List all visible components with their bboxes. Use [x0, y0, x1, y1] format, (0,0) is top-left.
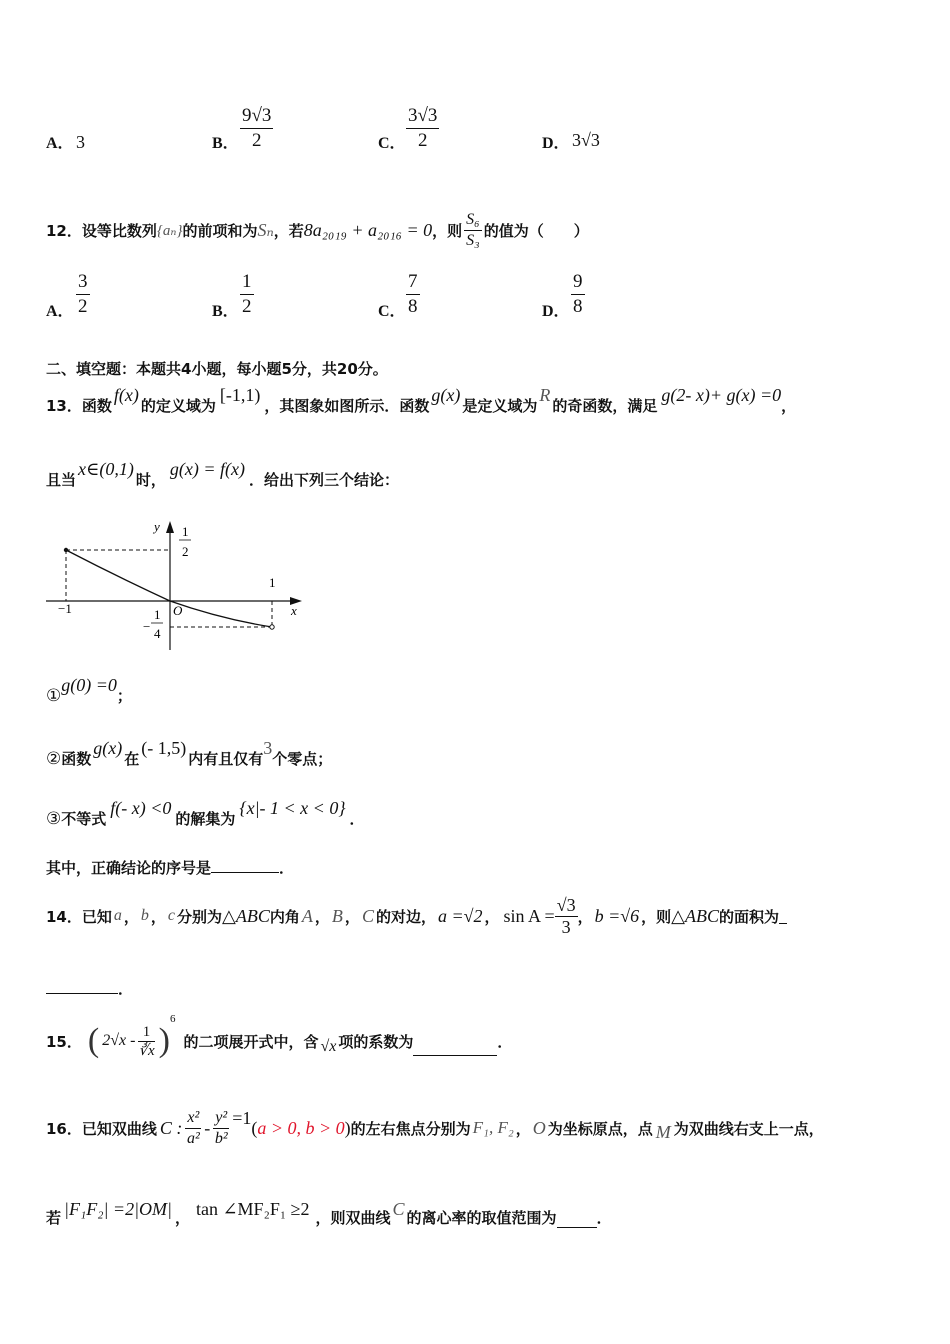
q12-sequence: {aₙ} — [156, 223, 183, 239]
q13-text-9: ．给出下列三个结论： — [248, 471, 399, 489]
q16-origin: O — [532, 1117, 546, 1138]
q16-text-4: 为坐标原点，点 — [547, 1119, 653, 1138]
q16-foci: F₁, F₂ — [472, 1118, 514, 1137]
q14-line-1 — [46, 890, 787, 942]
quarter-denominator: 4 — [154, 626, 161, 641]
q13-text-7: 且当 — [46, 471, 77, 489]
conclusion-2-text-1: 函数 — [61, 750, 92, 768]
q16-tangent: tan ∠MF₂F₁ ≥2 — [195, 1199, 310, 1219]
origin-label: O — [173, 603, 183, 618]
q15-left-paren: ( — [87, 1022, 100, 1059]
conclusion-1-end: ； — [116, 687, 132, 705]
q14-text-5: ，则 — [641, 907, 672, 926]
function-curve — [66, 550, 272, 627]
conclusion-2-count: 3 — [263, 738, 273, 758]
conclusion-2-g: g(x) — [93, 738, 123, 758]
q12-sn: Sₙ — [257, 220, 274, 240]
q16-curve-name: C : — [159, 1117, 183, 1138]
q14-sep-3: ， — [314, 907, 330, 926]
q11-option-a-label: A． — [46, 135, 74, 152]
q11-option-a-value: 3 — [76, 132, 85, 152]
q14-sep-5: ， — [484, 907, 500, 926]
q14-text-1: 已知 — [81, 907, 112, 926]
conclusion-2-text-4: 个零点； — [272, 750, 333, 768]
half-numerator: 1 — [182, 524, 189, 539]
q16-point-M: M — [655, 1121, 671, 1142]
q14-answer-blank[interactable] — [46, 979, 118, 994]
q13-R: R — [539, 385, 551, 405]
conclusion-3-end: ． — [349, 810, 365, 828]
q14-angle-B: B — [331, 905, 343, 926]
q13-conclusion-2 — [46, 737, 332, 769]
q13-text-3: ，其图象如图所示．函数 — [264, 397, 430, 415]
q14-a-value: a =√2 — [437, 905, 483, 926]
q12-option-c-fraction: $\frac{7}{8}$ — [408, 271, 418, 317]
q13-answer-blank[interactable] — [211, 858, 279, 873]
q13-ask-end: ． — [279, 859, 295, 877]
q11-option-b-label: B． — [212, 135, 239, 152]
y-axis-arrow — [166, 521, 174, 533]
q16-minus: - — [204, 1117, 211, 1138]
q16-text-2: 的左右焦点分别为 — [350, 1119, 471, 1138]
q12-option-a-label: A． — [46, 303, 74, 320]
q12-condition: 8a₂₀₁₉ + a₂₀₁₆ = 0 — [303, 220, 433, 240]
q12-option-a-fraction: $\frac{3}{2}$ — [78, 271, 88, 317]
q16-y-fraction: $\frac{\text{y²}}{\text{b²}}$ — [214, 1108, 228, 1147]
q15-fraction: $\frac{1}{∛x}$ — [138, 1023, 155, 1059]
section-2-heading: 二、填空题：本题共4小题，每小题5分，共20分。 — [46, 360, 388, 378]
q15-line — [46, 1012, 512, 1070]
q14-text-3: 内角 — [269, 907, 300, 926]
q15-sqrt-x: √x — [320, 1038, 337, 1055]
q16-condition-2: |F₁F₂| =2|OM| — [64, 1199, 172, 1219]
conclusion-2-text-2: 在 — [124, 750, 140, 768]
q16-text-7: ， — [174, 1209, 190, 1227]
q16-text-6: 若 — [46, 1209, 62, 1227]
conclusion-1-math: g(0) =0 — [61, 675, 117, 695]
q16-condition: a > 0, b > 0 — [257, 1117, 345, 1138]
q16-answer-blank[interactable] — [557, 1213, 597, 1228]
q14-angle-C: C — [361, 905, 374, 926]
q12-number: 12． — [46, 222, 82, 240]
q15-end: ． — [497, 1032, 513, 1051]
q16-text-8: ，则双曲线 — [315, 1209, 391, 1227]
q14-triangle-2: △ABC — [671, 905, 719, 926]
q13-text-4: 是定义域为 — [462, 397, 538, 415]
q14-sine-fraction: $\frac{√3}{3}$ — [556, 894, 576, 937]
q11-option-c-fraction: $\frac{3√3}{2}$ — [408, 105, 438, 151]
q13-line-1 — [46, 384, 796, 416]
q12-ratio: $\frac{\text{S₆}}{\text{S₃}}$ — [466, 211, 480, 249]
q12-text-5: 的值为（ ） — [483, 222, 589, 240]
q14-triangle: △ABC — [222, 905, 270, 926]
q15-expression: 2√x - — [102, 1032, 136, 1049]
q15-text-2: 项的系数为 — [338, 1032, 414, 1051]
q13-number: 13． — [46, 397, 82, 415]
q13-text-1: 函数 — [81, 397, 112, 415]
q14-answer-blank-start[interactable] — [779, 909, 787, 924]
q13-text-5: 的奇函数，满足 — [552, 397, 658, 415]
q13-domain: [-1,1) — [219, 385, 261, 405]
q12-text-4: ，则 — [432, 222, 463, 240]
q12-option-b-fraction: $\frac{1}{2}$ — [242, 271, 252, 317]
q13-text-2: 的定义域为 — [140, 397, 216, 415]
q15-answer-blank[interactable] — [413, 1041, 497, 1056]
q13-conclusion-3 — [46, 797, 365, 829]
y-axis-label: y — [154, 519, 160, 534]
closed-endpoint — [64, 548, 68, 552]
q12-text-2: 的前项和为 — [182, 222, 258, 240]
neg-quarter-sign: − — [143, 619, 151, 634]
conclusion-3-mark: ③ — [46, 809, 62, 829]
q14-text-4: 的对边， — [375, 907, 436, 926]
x-tick-one: 1 — [269, 575, 276, 590]
q15-right-paren: ) — [158, 1022, 170, 1059]
q13-ask-text: 其中，正确结论的序号是 — [46, 859, 212, 877]
q12-option-d-label: D． — [542, 303, 570, 320]
q13-function-graph — [40, 515, 310, 660]
conclusion-2-text-3: 内有且仅有 — [188, 750, 264, 768]
q13-line-2 — [46, 458, 399, 490]
q14-text-6: 的面积为 — [718, 907, 779, 926]
q16-equals-one: =1 — [232, 1107, 252, 1128]
q14-sep-2: ， — [150, 907, 166, 926]
open-endpoint — [270, 625, 274, 629]
conclusion-2-mark: ② — [46, 749, 62, 769]
q14-sep-1: ， — [123, 907, 139, 926]
q11-option-b-fraction: $\frac{9√3}{2}$ — [242, 105, 272, 151]
x-tick-neg-one: −1 — [58, 601, 72, 616]
q13-g: g(x) — [431, 385, 461, 405]
conclusion-3-text-2: 的解集为 — [175, 810, 236, 828]
q14-sep-6: ， — [577, 907, 593, 926]
half-denominator: 2 — [182, 544, 189, 559]
q16-text-1: 已知双曲线 — [81, 1119, 157, 1138]
q16-curve-name-2: C — [392, 1199, 405, 1219]
conclusion-2-interval: (- 1,5) — [141, 738, 187, 758]
q16-text-9: 的离心率的取值范围为 — [406, 1209, 557, 1227]
q16-number: 16． — [46, 1119, 82, 1138]
q13-f: f(x) — [113, 385, 139, 405]
q13-conclusion-1 — [46, 676, 132, 706]
question-12 — [0, 180, 950, 330]
q14-c: c — [167, 907, 176, 924]
q14-end: ． — [118, 980, 134, 998]
conclusion-3-text-1: 不等式 — [61, 810, 107, 828]
q14-number: 14． — [46, 907, 82, 926]
q13-text-8: 时， — [135, 471, 166, 489]
q13-equation-2: g(x) = f(x) — [169, 459, 245, 479]
q13-text-6: ， — [781, 397, 797, 415]
q11-option-c-label: C． — [378, 135, 406, 152]
q16-text-3: ， — [515, 1119, 531, 1138]
q11-options — [0, 0, 950, 170]
q12-option-c-label: C． — [378, 303, 406, 320]
conclusion-3-inequality: f(- x) <0 — [110, 798, 172, 818]
q16-line-1 — [46, 1098, 824, 1158]
q16-end: ． — [596, 1209, 612, 1227]
q15-number: 15． — [46, 1032, 82, 1051]
q14-angle-A: A — [301, 905, 313, 926]
q14-sine: sin A = — [503, 905, 555, 926]
q16-x-fraction: $\frac{\text{x²}}{\text{a²}}$ — [186, 1108, 200, 1147]
q12-text-3: ，若 — [273, 222, 304, 240]
q13-interval: x∈(0,1) — [78, 459, 134, 479]
q12-text-1: 设等比数列 — [81, 222, 157, 240]
q16-cond-open: ( — [251, 1117, 258, 1138]
q14-text-2: 分别为 — [177, 907, 223, 926]
q12-option-d-fraction: $\frac{9}{8}$ — [573, 271, 583, 317]
q14-a: a — [113, 907, 122, 924]
conclusion-3-set: {x|- 1 < x < 0} — [239, 798, 346, 818]
q11-option-d-label: D． — [542, 135, 570, 152]
quarter-numerator: 1 — [154, 607, 161, 622]
q16-line-2 — [46, 1196, 612, 1228]
q11-option-d-value: 3√3 — [572, 130, 600, 150]
q13-equation: g(2- x)+ g(x) =0 — [661, 385, 782, 405]
x-axis-label: x — [291, 603, 297, 618]
q14-line-2 — [46, 978, 133, 999]
q14-b: b — [140, 907, 149, 924]
q14-sep-4: ， — [344, 907, 360, 926]
q15-text-1: 的二项展开式中，含 — [183, 1032, 319, 1051]
conclusion-1-mark: ① — [46, 686, 62, 706]
q14-b-value: b =√6 — [594, 905, 640, 926]
q15-exponent: 6 — [169, 1013, 176, 1025]
q13-ask — [46, 857, 294, 878]
q12-option-b-label: B． — [212, 303, 239, 320]
q16-text-5: 为双曲线右支上一点， — [673, 1119, 824, 1138]
q16-cond-close: ) — [344, 1117, 351, 1138]
